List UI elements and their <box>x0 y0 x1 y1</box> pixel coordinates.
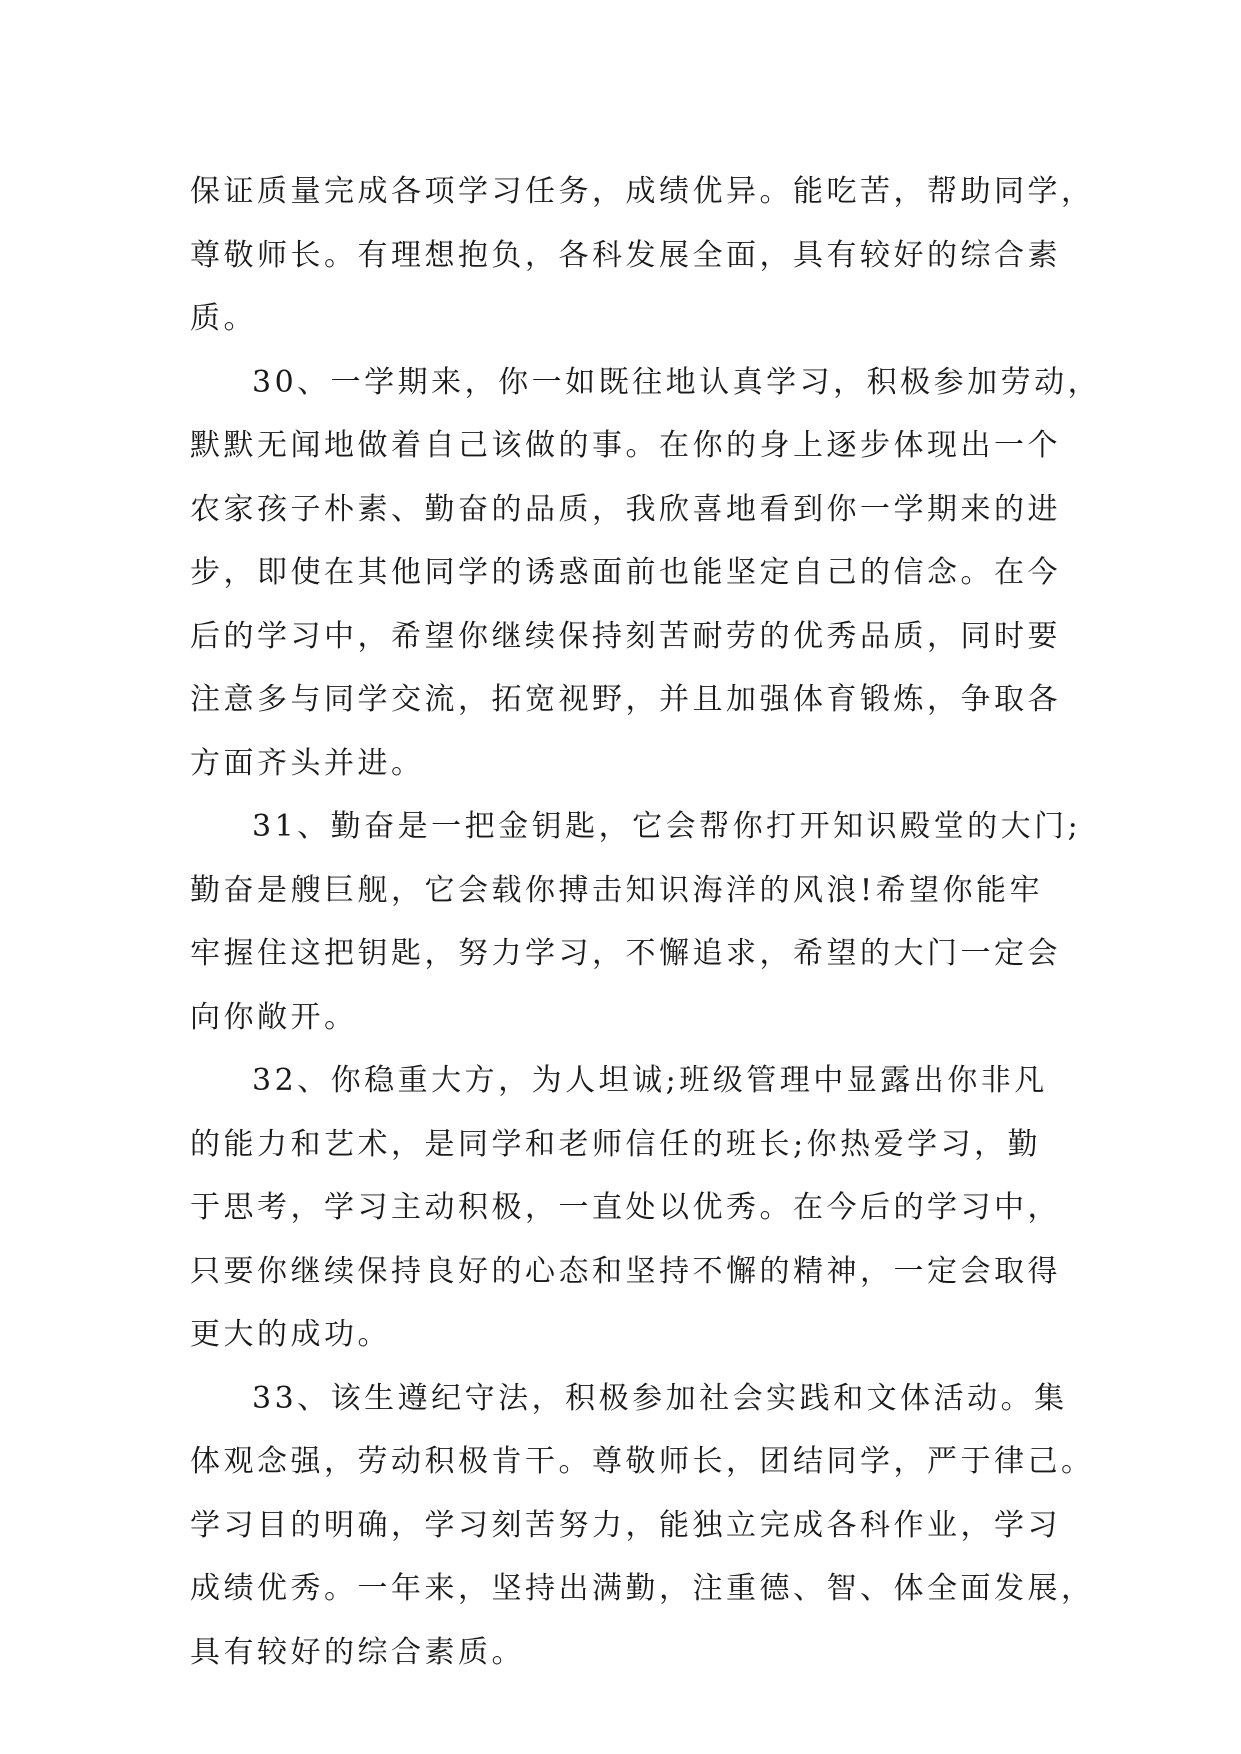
text-line: 尊敬师长。有理想抱负，各科发展全面，具有较好的综合素 <box>190 237 1061 273</box>
text-line: 后的学习中，希望你继续保持刻苦耐劳的优秀品质，同时要 <box>190 618 1061 654</box>
paragraph-comment-30 <box>190 351 1102 796</box>
text-line: 默默无闻地做着自己该做的事。在你的身上逐步体现出一个 <box>190 428 1061 463</box>
text-line: 成绩优秀。一年来，坚持出满勤，注重德、智、体全面发展， <box>190 1571 1095 1606</box>
text-line: 更大的成功。 <box>190 1317 391 1352</box>
text-line: 向你敞开。 <box>190 999 358 1035</box>
text-line: 具有较好的综合素质。 <box>190 1634 525 1670</box>
text-line: 的能力和艺术，是同学和老师信任的班长;你热爱学习，勤 <box>190 1126 1042 1162</box>
text-line: 注意多与同学交流，拓宽视野，并且加强体育锻炼，争取各 <box>190 682 1061 717</box>
paragraph-comment-31 <box>190 795 1082 1049</box>
text-line: 只要你继续保持良好的心态和坚持不懈的精神，一定会取得 <box>190 1253 1061 1289</box>
text-line: 保证质量完成各项学习任务，成绩优异。能吃苦，帮助同学， <box>190 174 1095 209</box>
text-line: 学习目的明确，学习刻苦努力，能独立完成各科作业，学习 <box>190 1507 1061 1543</box>
document-body <box>190 160 1102 1684</box>
text-line: 32、你稳重大方，为人坦诚;班级管理中显露出你非凡 <box>252 1063 1048 1098</box>
paragraph-continued <box>190 160 1095 351</box>
text-line: 农家孩子朴素、勤奋的品质，我欣喜地看到你一学期来的进 <box>190 491 1061 527</box>
text-line: 33、该生遵纪守法，积极参加社会实践和文体活动。集 <box>252 1380 1068 1416</box>
text-line: 于思考，学习主动积极，一直处以优秀。在今后的学习中， <box>190 1190 1061 1225</box>
paragraph-comment-33 <box>190 1367 1095 1685</box>
text-line: 质。 <box>190 301 257 336</box>
text-line: 牢握住这把钥匙，努力学习，不懈追求，希望的大门一定会 <box>190 936 1061 971</box>
text-line: 体观念强，劳动积极肯干。尊敬师长，团结同学，严于律己。 <box>190 1444 1095 1479</box>
text-line: 勤奋是艘巨舰，它会载你搏击知识海洋的风浪!希望你能牢 <box>190 872 1044 908</box>
text-line: 步，即使在其他同学的诱惑面前也能坚定自己的信念。在今 <box>190 555 1061 590</box>
text-line: 31、勤奋是一把金钥匙，它会帮你打开知识殿堂的大门; <box>252 809 1082 844</box>
text-line: 30、一学期来，你一如既往地认真学习，积极参加劳动， <box>252 364 1102 400</box>
paragraph-comment-32 <box>190 1049 1070 1367</box>
text-line: 方面齐头并进。 <box>190 745 425 781</box>
